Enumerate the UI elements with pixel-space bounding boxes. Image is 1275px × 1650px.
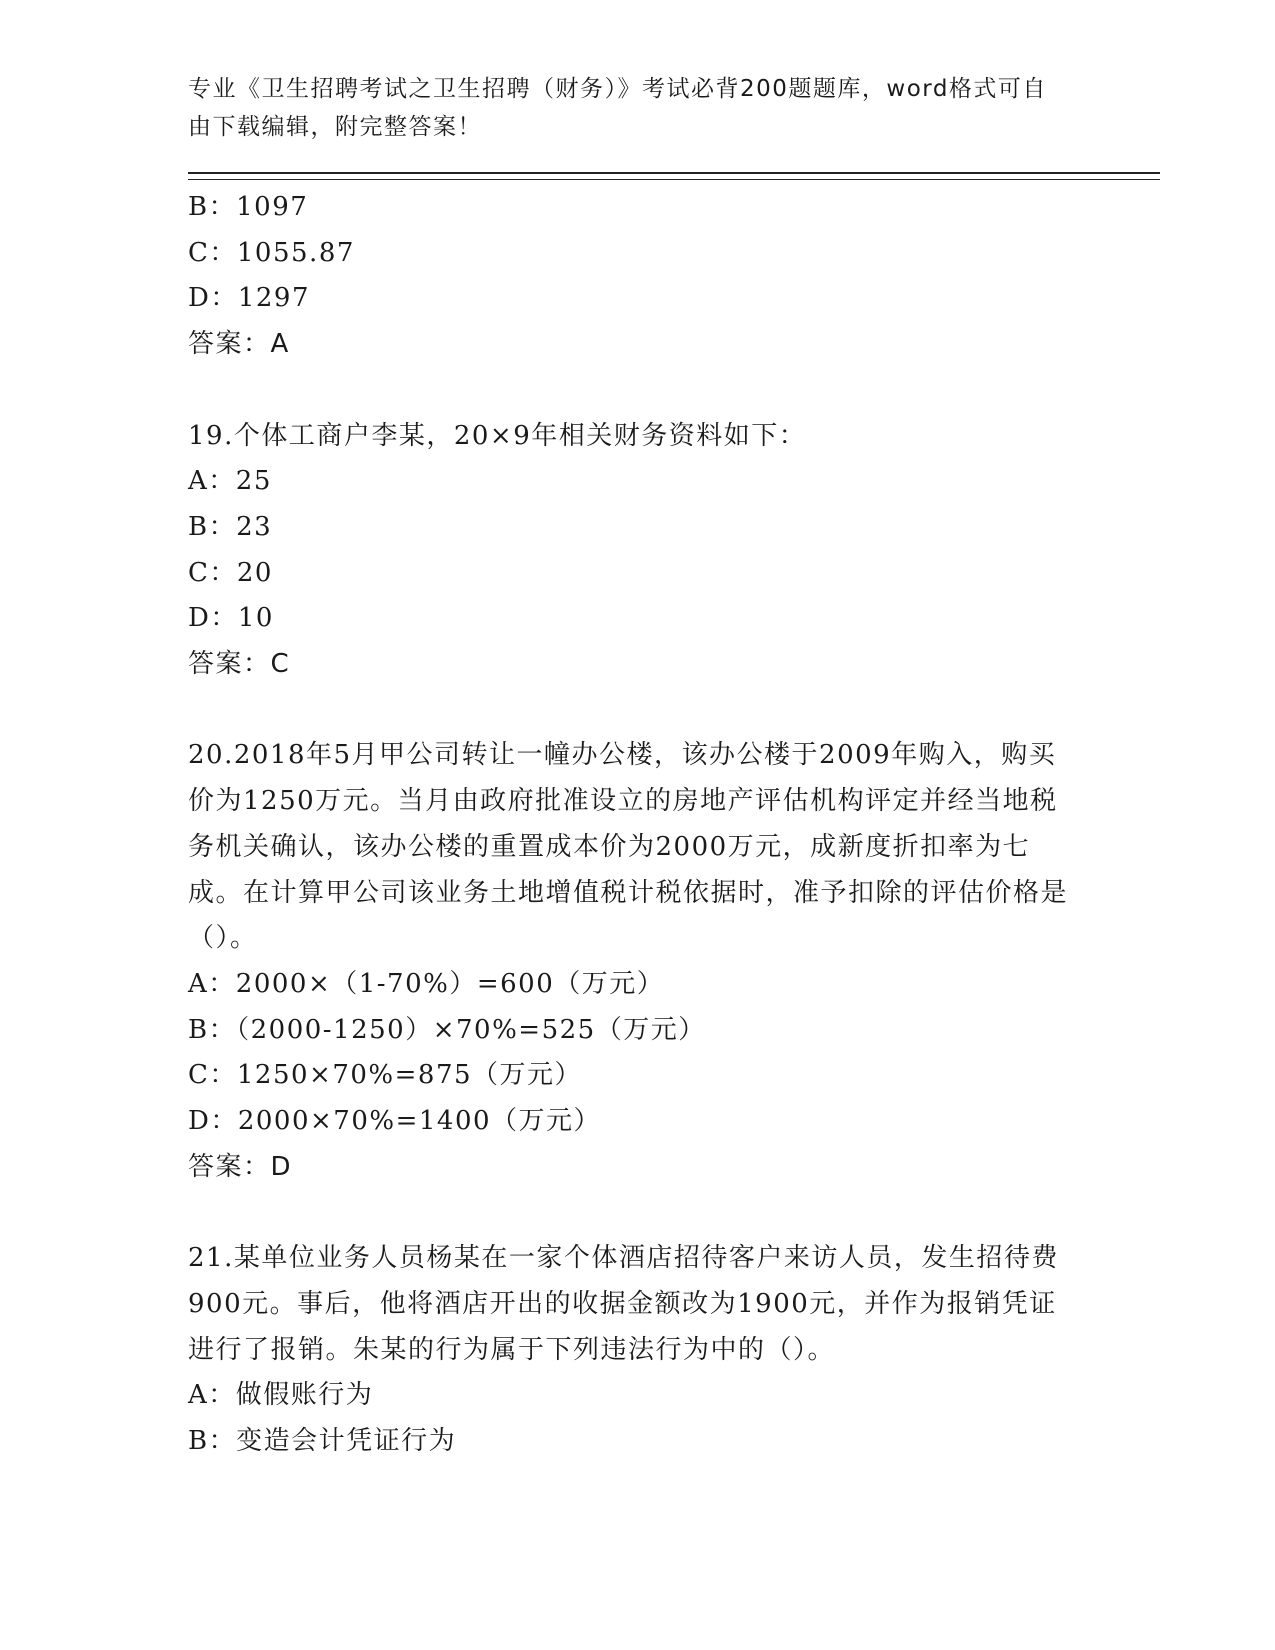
question-text: 20.2018年5月甲公司转让一幢办公楼，该办公楼于2009年购入，购买价为1250万元。当月由政府批准设立的房地产评估机构评定并经当地税务机关确认，该办公楼的重置成本价为2000万元，成新度折扣率为七成。在计算甲公司该业务土地增值税计税依据时，准予扣除的评估价格是（）。 — [188, 740, 1069, 954]
option-a: A：做假账行为 — [188, 1380, 374, 1411]
question-18-tail — [188, 185, 1163, 368]
answer: 答案：A — [188, 329, 290, 360]
document-header: 专业《卫生招聘考试之卫生招聘（财务）》考试必背200题题库，word格式可自由下载编辑，附完整答案！ — [188, 76, 1047, 140]
option-c: C：20 — [188, 557, 273, 588]
question-list — [188, 185, 1163, 1465]
question-19 — [188, 414, 1163, 688]
question-20 — [188, 733, 1163, 1190]
option-b: B：1097 — [188, 192, 309, 222]
option-a: A：2000×（1-70%）=600（万元） — [188, 968, 665, 999]
option-d: D：1297 — [188, 283, 311, 314]
option-c: C：1250×70%=875（万元） — [188, 1060, 583, 1091]
answer: 答案：C — [188, 649, 291, 680]
question-21 — [188, 1236, 1163, 1465]
question-text: 19.个体工商户李某，20×9年相关财务资料如下： — [188, 420, 807, 451]
option-a: A：25 — [188, 466, 272, 497]
question-text: 21.某单位业务人员杨某在一家个体酒店招待客户来访人员，发生招待费900元。事后，他将酒店开出的收据金额改为1900元，并作为报销凭证进行了报销。朱某的行为属于下列违法行为中的（）。 — [188, 1243, 1059, 1365]
option-b: B：23 — [188, 511, 273, 542]
option-b: B：（2000-1250）×70%=525（万元） — [188, 1014, 706, 1045]
spacer — [188, 368, 1163, 414]
header-divider — [188, 172, 1160, 180]
document-page — [188, 70, 1163, 1465]
option-d: D：10 — [188, 603, 274, 634]
answer: 答案：D — [188, 1151, 293, 1182]
option-c: C：1055.87 — [188, 237, 355, 268]
option-d: D：2000×70%=1400（万元） — [188, 1106, 602, 1137]
spacer — [188, 1190, 1163, 1236]
option-b: B：变造会计凭证行为 — [188, 1425, 457, 1456]
spacer — [188, 688, 1163, 734]
